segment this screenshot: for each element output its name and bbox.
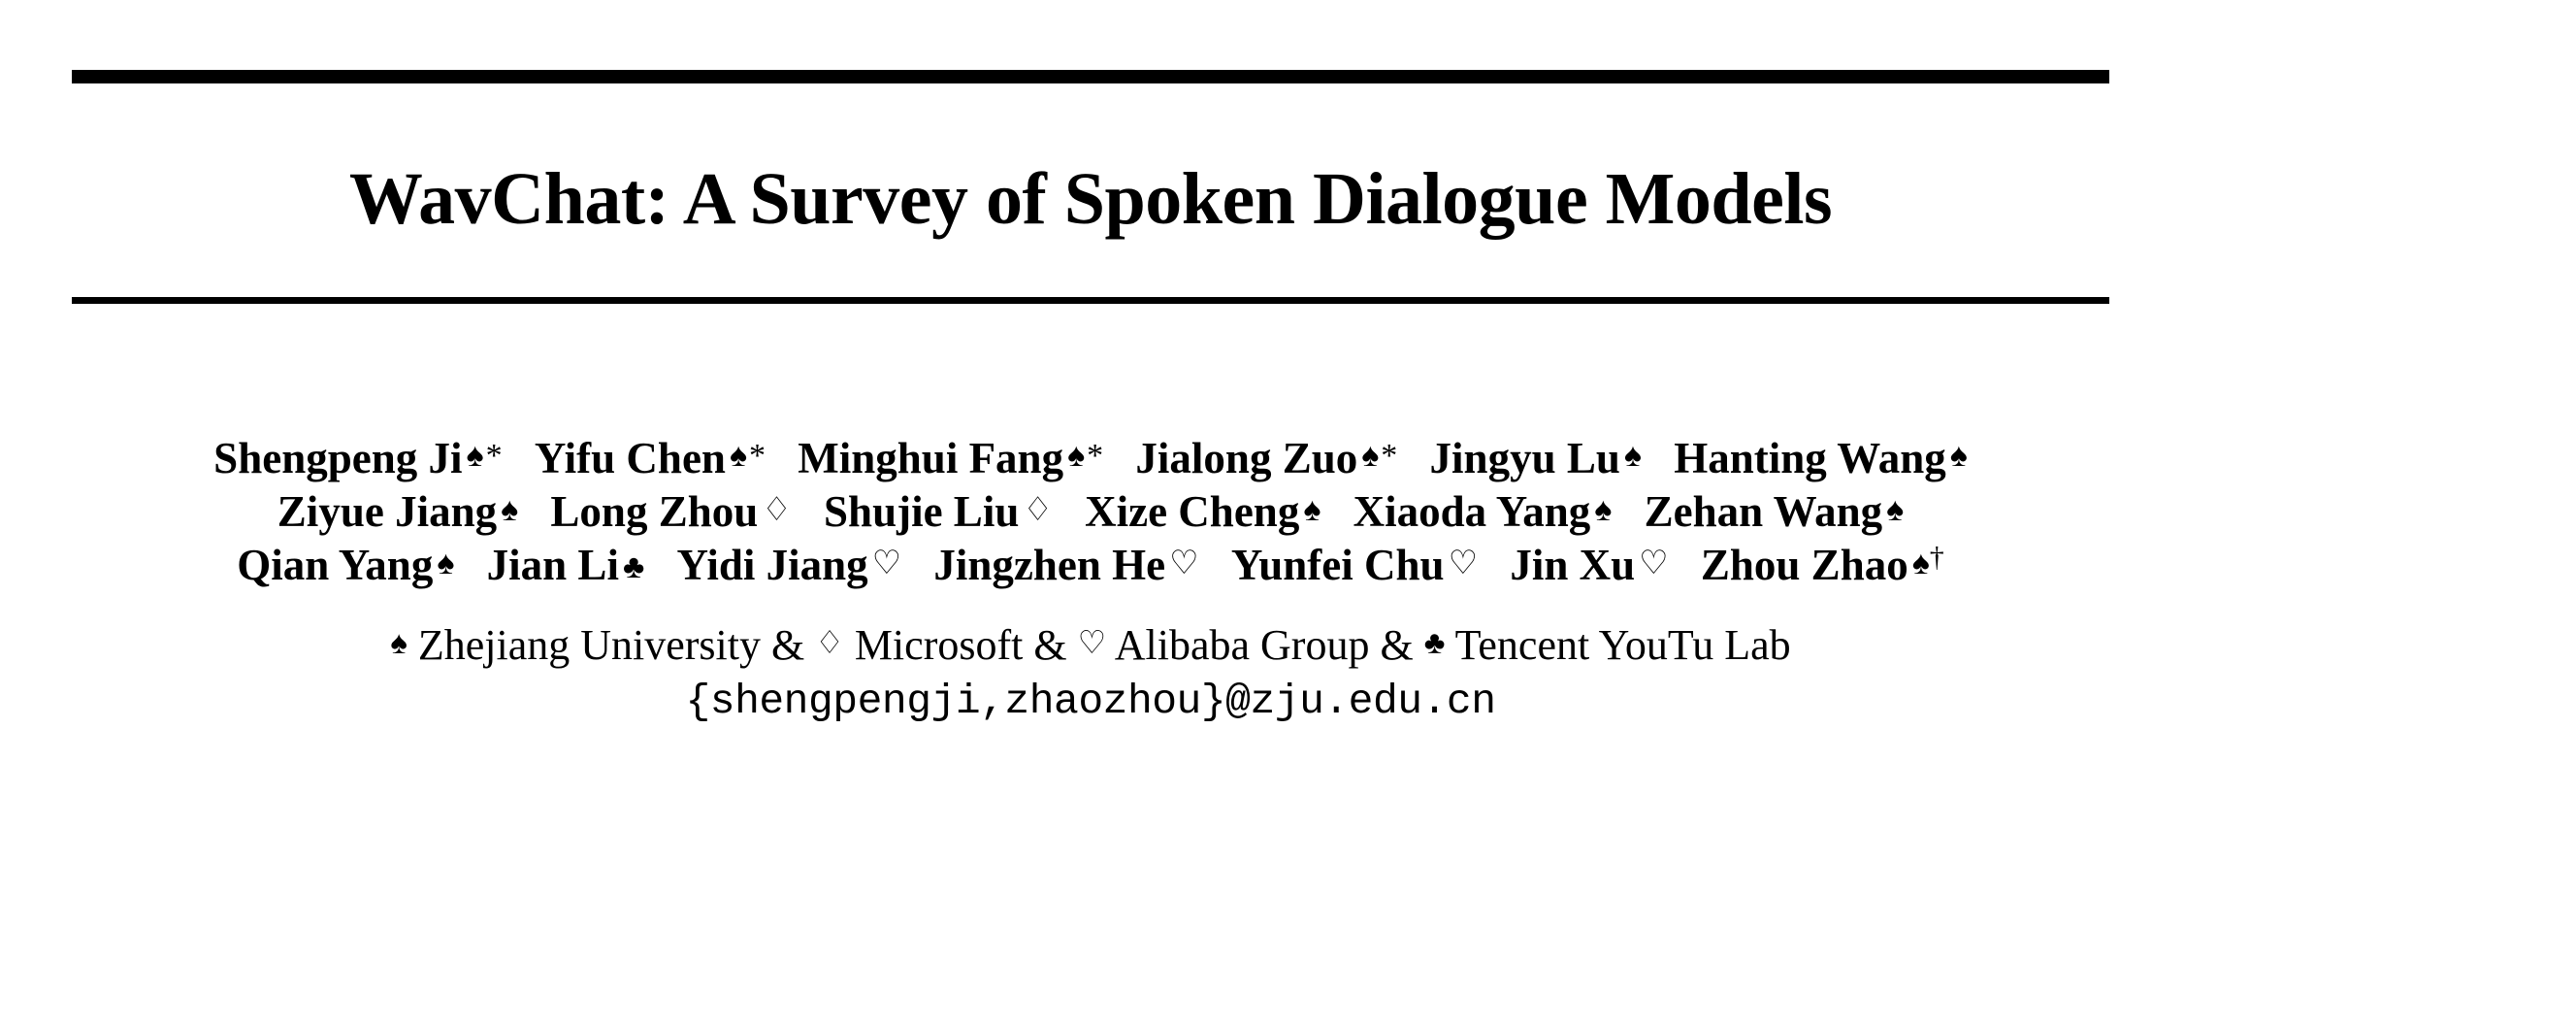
author-entry bbox=[824, 487, 1053, 536]
affiliation-symbol-spade-icon: ♠ bbox=[1623, 438, 1642, 475]
equal-contribution-icon: * bbox=[1087, 437, 1104, 474]
affiliation-symbol-club-icon: ♣ bbox=[1423, 625, 1446, 661]
paper-header-page bbox=[0, 70, 2576, 1027]
affiliation-symbol-spade-icon: ♠ bbox=[1361, 438, 1380, 475]
author-entry bbox=[487, 541, 645, 589]
author-entry bbox=[213, 434, 502, 482]
author-entry bbox=[535, 434, 766, 482]
affiliation-symbol-diamond-icon: ♢ bbox=[762, 491, 792, 528]
affiliation-symbol-club-icon: ♣ bbox=[622, 548, 645, 585]
affiliation-symbol-spade-icon: ♠ bbox=[1949, 438, 1968, 475]
author-entry bbox=[1510, 541, 1668, 589]
author-entry bbox=[237, 541, 454, 589]
author-entry bbox=[1231, 541, 1478, 589]
author-entry bbox=[1701, 541, 1944, 589]
author-line-2 bbox=[72, 485, 2109, 539]
affiliation-symbol-spade-icon: ♠ bbox=[437, 546, 455, 582]
affiliation-separator: & bbox=[1033, 620, 1067, 669]
affiliation-separator: & bbox=[770, 620, 805, 669]
author-entry bbox=[1430, 434, 1642, 482]
author-name: Shengpeng Ji bbox=[213, 433, 463, 482]
affiliation-symbol-heart-icon: ♡ bbox=[1169, 546, 1199, 582]
affiliation-symbol-spade-icon: ♠ bbox=[501, 491, 519, 528]
corresponding-author-icon: † bbox=[1929, 541, 1944, 574]
affiliation-list bbox=[72, 618, 2109, 672]
author-entry bbox=[1135, 434, 1397, 482]
affiliation-symbol-heart-icon: ♡ bbox=[1448, 546, 1479, 582]
author-line-1 bbox=[72, 432, 2109, 485]
author-entry bbox=[1353, 487, 1613, 536]
author-name: Xiaoda Yang bbox=[1353, 486, 1591, 536]
author-name: Zehan Wang bbox=[1644, 486, 1883, 536]
affiliation-symbol-spade-icon: ♠ bbox=[1303, 491, 1321, 528]
contact-email[interactable]: {shengpengji,zhaozhou}@zju.edu.cn bbox=[685, 677, 1496, 725]
author-name: Jingyu Lu bbox=[1429, 433, 1620, 482]
author-name: Hanting Wang bbox=[1674, 433, 1946, 482]
author-entry bbox=[677, 541, 902, 589]
affiliation-symbol-spade-icon: ♠ bbox=[1067, 438, 1086, 475]
affiliation-symbol-spade-icon: ♠ bbox=[1911, 546, 1930, 582]
affiliation-symbol-heart-icon: ♡ bbox=[871, 546, 902, 582]
author-name: Long Zhou bbox=[550, 486, 759, 536]
affiliation-symbol-spade-icon: ♠ bbox=[390, 625, 408, 661]
author-entry bbox=[277, 487, 518, 536]
author-name: Yidi Jiang bbox=[676, 541, 868, 590]
author-entry bbox=[1645, 487, 1905, 536]
affiliation-symbol-diamond-icon: ♢ bbox=[815, 625, 844, 661]
author-name: Jian Li bbox=[486, 541, 619, 590]
author-name: Jingzhen He bbox=[933, 541, 1166, 590]
author-entry bbox=[550, 487, 791, 536]
bottom-rule bbox=[72, 297, 2109, 304]
author-list bbox=[72, 432, 2109, 593]
author-name: Yifu Chen bbox=[534, 433, 726, 482]
equal-contribution-icon: * bbox=[749, 437, 766, 474]
author-entry bbox=[798, 434, 1103, 482]
affiliation-symbol-spade-icon: ♠ bbox=[1594, 491, 1613, 528]
author-name: Xize Cheng bbox=[1085, 486, 1300, 536]
author-name: Qian Yang bbox=[237, 541, 434, 590]
author-name: Ziyue Jiang bbox=[277, 486, 498, 536]
author-name: Zhou Zhao bbox=[1700, 541, 1908, 590]
affiliation-name-tencent: Tencent YouTu Lab bbox=[1454, 620, 1791, 669]
top-rule bbox=[72, 70, 2109, 83]
affiliation-name-microsoft: Microsoft bbox=[854, 620, 1024, 669]
equal-contribution-icon: * bbox=[485, 437, 503, 474]
page-title: WavChat: A Survey of Spoken Dialogue Models bbox=[348, 158, 1833, 240]
author-name: Minghui Fang bbox=[798, 433, 1064, 482]
affiliation-name-zhejiang: Zhejiang University bbox=[417, 620, 761, 669]
affiliation-separator: & bbox=[1380, 620, 1414, 669]
author-name: Jin Xu bbox=[1510, 541, 1636, 590]
author-entry bbox=[1674, 434, 1968, 482]
affiliation-symbol-heart-icon: ♡ bbox=[1639, 546, 1669, 582]
affiliation-symbol-spade-icon: ♠ bbox=[729, 438, 748, 475]
equal-contribution-icon: * bbox=[1381, 437, 1398, 474]
affiliation-symbol-heart-icon: ♡ bbox=[1077, 625, 1107, 661]
affiliation-symbol-spade-icon: ♠ bbox=[466, 438, 484, 475]
affiliation-symbol-spade-icon: ♠ bbox=[1886, 491, 1905, 528]
author-entry bbox=[1085, 487, 1321, 536]
author-line-3 bbox=[72, 539, 2109, 592]
author-entry bbox=[933, 541, 1198, 589]
author-name: Yunfei Chu bbox=[1230, 541, 1445, 590]
affiliation-name-alibaba: Alibaba Group bbox=[1114, 620, 1370, 669]
affiliation-symbol-diamond-icon: ♢ bbox=[1023, 491, 1053, 528]
author-name: Jialong Zuo bbox=[1135, 433, 1358, 482]
author-name: Shujie Liu bbox=[824, 486, 1020, 536]
